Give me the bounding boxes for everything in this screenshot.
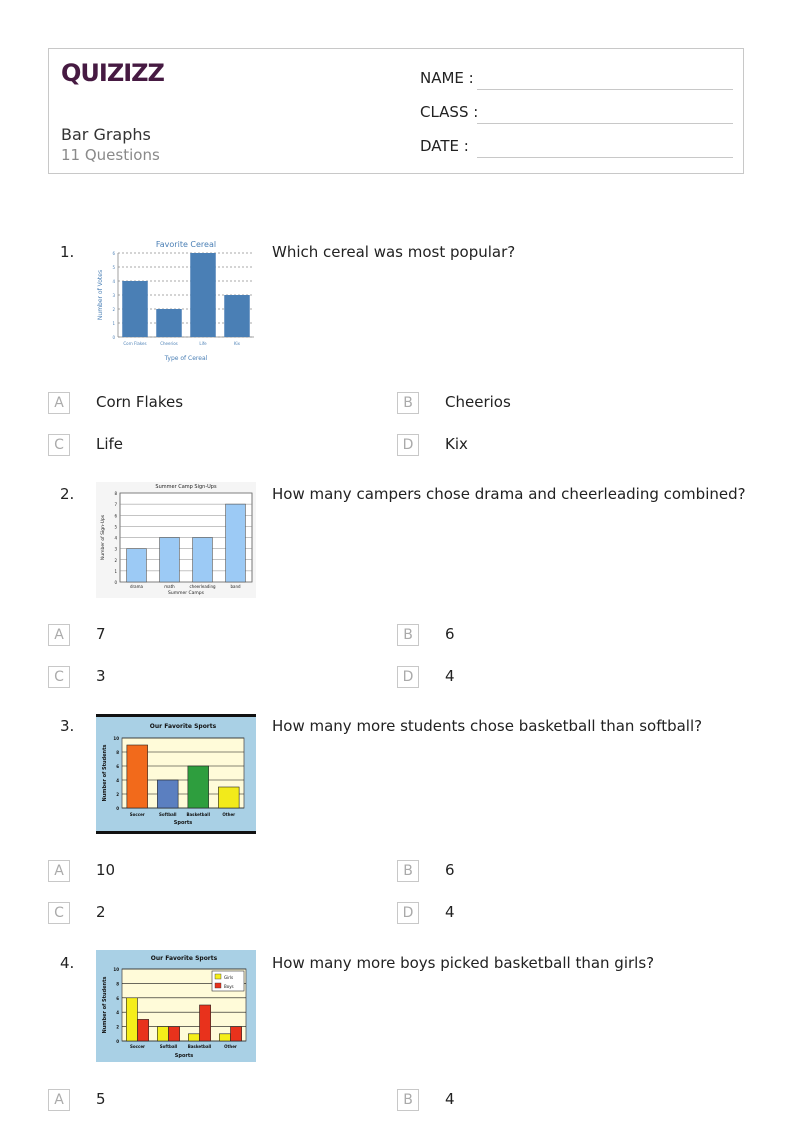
chart-border-bottom bbox=[96, 831, 256, 834]
y-tick-label: 7 bbox=[114, 502, 117, 508]
class-line[interactable] bbox=[477, 123, 733, 124]
y-tick-label: 5 bbox=[112, 265, 115, 270]
x-axis-label: Summer Camps bbox=[167, 591, 205, 596]
bar-soccer bbox=[127, 745, 148, 808]
option-letter: A bbox=[48, 392, 70, 414]
option-text: 6 bbox=[445, 625, 455, 643]
x-axis-label: Type of Cereal bbox=[164, 355, 208, 362]
option-text: 5 bbox=[96, 1090, 106, 1108]
option-text: 4 bbox=[445, 667, 455, 685]
bar-math bbox=[160, 538, 180, 583]
x-tick-label: Other bbox=[222, 812, 236, 817]
x-tick-label: Softball bbox=[158, 812, 177, 817]
y-tick-label: 2 bbox=[116, 792, 119, 797]
y-tick-label: 4 bbox=[112, 279, 115, 284]
x-tick-label: Corn Flakes bbox=[123, 341, 147, 346]
x-tick-label: Kix bbox=[233, 341, 241, 346]
favorite-sports-chart bbox=[96, 714, 256, 834]
chart-title: Our Favorite Sports bbox=[149, 723, 217, 730]
x-tick-label: Softball bbox=[159, 1044, 178, 1049]
favorite-cereal-chart bbox=[96, 237, 256, 367]
x-tick-label: Other bbox=[224, 1044, 237, 1049]
bar-soccer bbox=[138, 1019, 149, 1041]
question-count: 11 Questions bbox=[61, 146, 160, 164]
y-tick-label: 10 bbox=[113, 967, 119, 972]
question-number: 2. bbox=[60, 485, 75, 503]
bar-other bbox=[218, 787, 239, 808]
bar-drama bbox=[127, 549, 147, 582]
bar-other bbox=[231, 1027, 242, 1041]
bar-softball bbox=[157, 1027, 168, 1041]
option-letter: B bbox=[397, 624, 419, 646]
date-line[interactable] bbox=[477, 157, 733, 158]
bar-kix bbox=[224, 295, 250, 337]
y-tick-label: 1 bbox=[114, 568, 117, 574]
quizizz-logo: QUIZIZZ bbox=[61, 59, 164, 87]
y-tick-label: 8 bbox=[116, 750, 119, 755]
x-tick-label: Cheerios bbox=[160, 341, 178, 346]
question-number: 3. bbox=[60, 717, 75, 735]
option-text: 4 bbox=[445, 1090, 455, 1108]
option-letter: C bbox=[48, 902, 70, 924]
y-tick-label: 0 bbox=[116, 1039, 119, 1044]
x-tick-label: Soccer bbox=[129, 812, 145, 817]
y-tick-label: 4 bbox=[116, 778, 119, 783]
question-text: How many campers chose drama and cheerleading combined? bbox=[272, 485, 746, 503]
x-tick-label: Life bbox=[199, 341, 207, 346]
date-label: DATE : bbox=[420, 137, 469, 155]
x-tick-label: Basketball bbox=[187, 1044, 212, 1049]
x-tick-label: Soccer bbox=[129, 1044, 146, 1049]
x-tick-label: math bbox=[164, 584, 175, 589]
bar-softball bbox=[169, 1027, 180, 1041]
y-tick-label: 3 bbox=[112, 293, 115, 298]
option-letter: C bbox=[48, 434, 70, 456]
option-letter: C bbox=[48, 666, 70, 688]
y-tick-label: 5 bbox=[114, 524, 117, 530]
y-tick-label: 6 bbox=[116, 995, 119, 1001]
option-text: 2 bbox=[96, 903, 106, 921]
chart-title: Our Favorite Sports bbox=[150, 955, 218, 962]
option-letter: A bbox=[48, 1089, 70, 1111]
bar-life bbox=[190, 253, 216, 337]
y-tick-label: 8 bbox=[114, 491, 117, 496]
option-text: Kix bbox=[445, 435, 468, 453]
bar-basketball bbox=[188, 766, 209, 808]
bar-corn-flakes bbox=[122, 281, 148, 337]
option-text: Corn Flakes bbox=[96, 393, 184, 411]
bar-basketball bbox=[200, 1005, 211, 1041]
y-tick-label: 10 bbox=[113, 736, 119, 741]
y-tick-label: 2 bbox=[114, 557, 117, 563]
legend-label: Girls bbox=[224, 975, 234, 980]
sports-by-gender-chart bbox=[96, 950, 256, 1062]
x-axis-label: Sports bbox=[174, 1053, 194, 1059]
y-tick-label: 6 bbox=[112, 251, 115, 256]
y-tick-label: 2 bbox=[112, 307, 115, 312]
worksheet-title: Bar Graphs bbox=[61, 125, 151, 144]
worksheet-header bbox=[48, 48, 744, 174]
y-tick-label: 1 bbox=[112, 321, 115, 326]
bar-cheerios bbox=[156, 309, 182, 337]
option-text: 6 bbox=[445, 861, 455, 879]
y-tick-label: 4 bbox=[116, 1010, 119, 1016]
y-tick-label: 2 bbox=[116, 1024, 119, 1030]
y-tick-label: 0 bbox=[114, 580, 117, 585]
legend-swatch bbox=[215, 983, 221, 988]
y-tick-label: 4 bbox=[114, 535, 117, 541]
class-label: CLASS : bbox=[420, 103, 479, 121]
y-tick-label: 0 bbox=[112, 335, 115, 340]
bar-basketball bbox=[188, 1034, 199, 1041]
y-axis-label: Number of Votes bbox=[97, 269, 104, 321]
name-label: NAME : bbox=[420, 69, 474, 87]
question-text: How many more boys picked basketball than girls? bbox=[272, 954, 655, 972]
bar-soccer bbox=[126, 998, 137, 1041]
option-letter: B bbox=[397, 860, 419, 882]
question-number: 4. bbox=[60, 954, 75, 972]
summer-camp-chart bbox=[96, 482, 256, 598]
option-letter: D bbox=[397, 666, 419, 688]
chart-border-top bbox=[96, 714, 256, 717]
y-axis-label: Number of Students bbox=[102, 976, 108, 1034]
option-letter: B bbox=[397, 1089, 419, 1111]
x-axis-label: Sports bbox=[173, 820, 193, 826]
option-text: 4 bbox=[445, 903, 455, 921]
x-tick-label: drama bbox=[130, 584, 143, 589]
y-axis-label: Number of Sign-Ups bbox=[101, 514, 106, 561]
bar-softball bbox=[157, 780, 178, 808]
y-tick-label: 8 bbox=[116, 981, 119, 987]
name-line[interactable] bbox=[477, 89, 733, 90]
option-text: Cheerios bbox=[445, 393, 511, 411]
question-text: Which cereal was most popular? bbox=[272, 243, 516, 261]
option-letter: B bbox=[397, 392, 419, 414]
y-tick-label: 6 bbox=[114, 513, 117, 519]
x-tick-label: cheerleading bbox=[189, 584, 216, 589]
option-letter: D bbox=[397, 902, 419, 924]
x-tick-label: Basketball bbox=[186, 812, 211, 817]
bar-band bbox=[226, 504, 246, 582]
y-axis-label: Number of Students bbox=[102, 744, 108, 802]
question-number: 1. bbox=[60, 243, 75, 261]
option-letter: A bbox=[48, 860, 70, 882]
y-tick-label: 6 bbox=[116, 764, 119, 769]
y-tick-label: 3 bbox=[114, 546, 117, 552]
legend-label: Boys bbox=[224, 984, 234, 989]
chart-title: Favorite Cereal bbox=[155, 240, 217, 249]
option-text: 10 bbox=[96, 861, 116, 879]
option-text: 3 bbox=[96, 667, 106, 685]
question-text: How many more students chose basketball than softball? bbox=[272, 717, 703, 735]
bar-other bbox=[219, 1034, 230, 1041]
option-letter: D bbox=[397, 434, 419, 456]
x-tick-label: band bbox=[230, 584, 241, 589]
y-tick-label: 0 bbox=[116, 806, 119, 811]
legend-swatch bbox=[215, 974, 221, 979]
chart-title: Summer Camp Sign-Ups bbox=[155, 484, 217, 490]
bar-cheerleading bbox=[193, 538, 213, 583]
option-letter: A bbox=[48, 624, 70, 646]
option-text: Life bbox=[96, 435, 124, 453]
option-text: 7 bbox=[96, 625, 106, 643]
